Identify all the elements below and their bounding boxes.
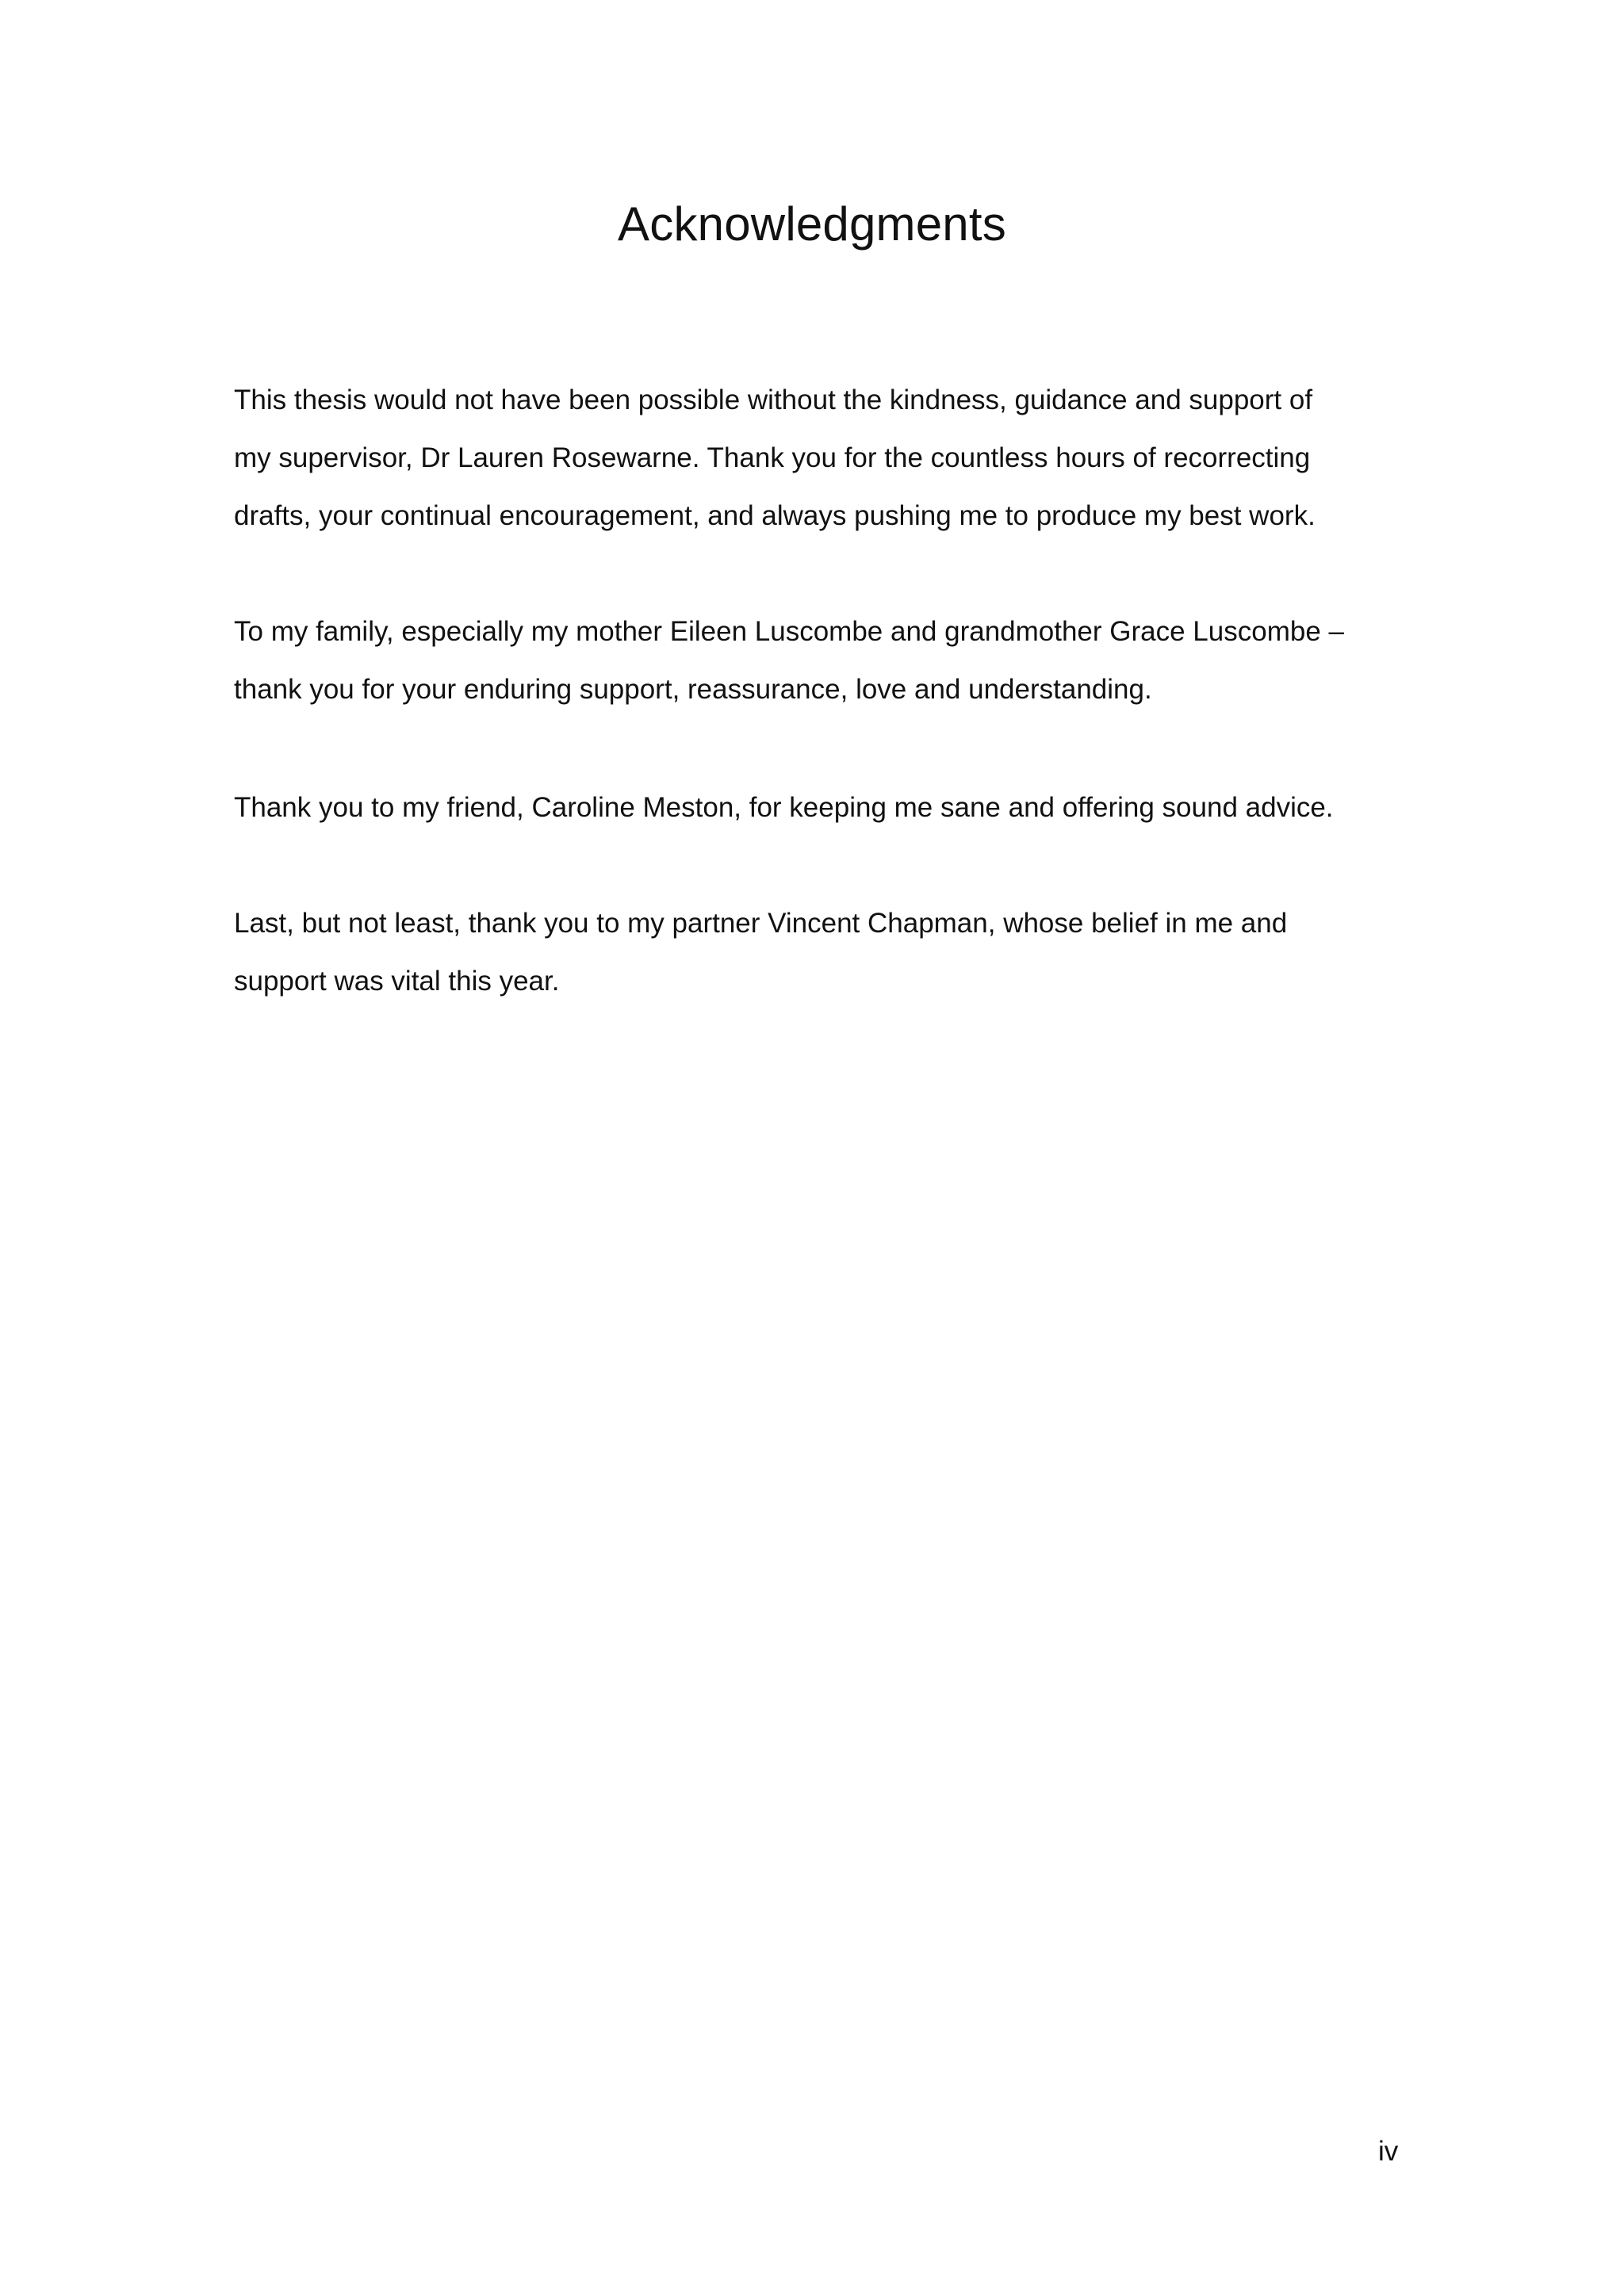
paragraph-line: support was vital this year.	[234, 966, 560, 997]
paragraph-supervisor	[234, 371, 1400, 545]
paragraph-family	[234, 603, 1400, 718]
paragraph-line: Last, but not least, thank you to my partner Vincent Chapman, whose belief in me and	[234, 908, 1288, 939]
paragraph-line: drafts, your continual encouragement, and always pushing me to produce my best work.	[234, 500, 1316, 531]
paragraph-partner	[234, 894, 1400, 1010]
paragraph-line: thank you for your enduring support, reassurance, love and understanding.	[234, 674, 1152, 705]
paragraph-line: Thank you to my friend, Caroline Meston, for keeping me sane and offering sound advice.	[234, 792, 1334, 823]
paragraph-line: my supervisor, Dr Lauren Rosewarne. Thank you for the countless hours of recorrecting	[234, 442, 1311, 473]
paragraph-line: To my family, especially my mother Eileen Luscombe and grandmother Grace Luscombe –	[234, 616, 1344, 647]
paragraph-friend	[234, 779, 1400, 836]
page-number: iv	[1378, 2136, 1399, 2167]
page-title: Acknowledgments	[618, 197, 1006, 251]
paragraph-line: This thesis would not have been possible without the kindness, guidance and support of	[234, 385, 1313, 415]
